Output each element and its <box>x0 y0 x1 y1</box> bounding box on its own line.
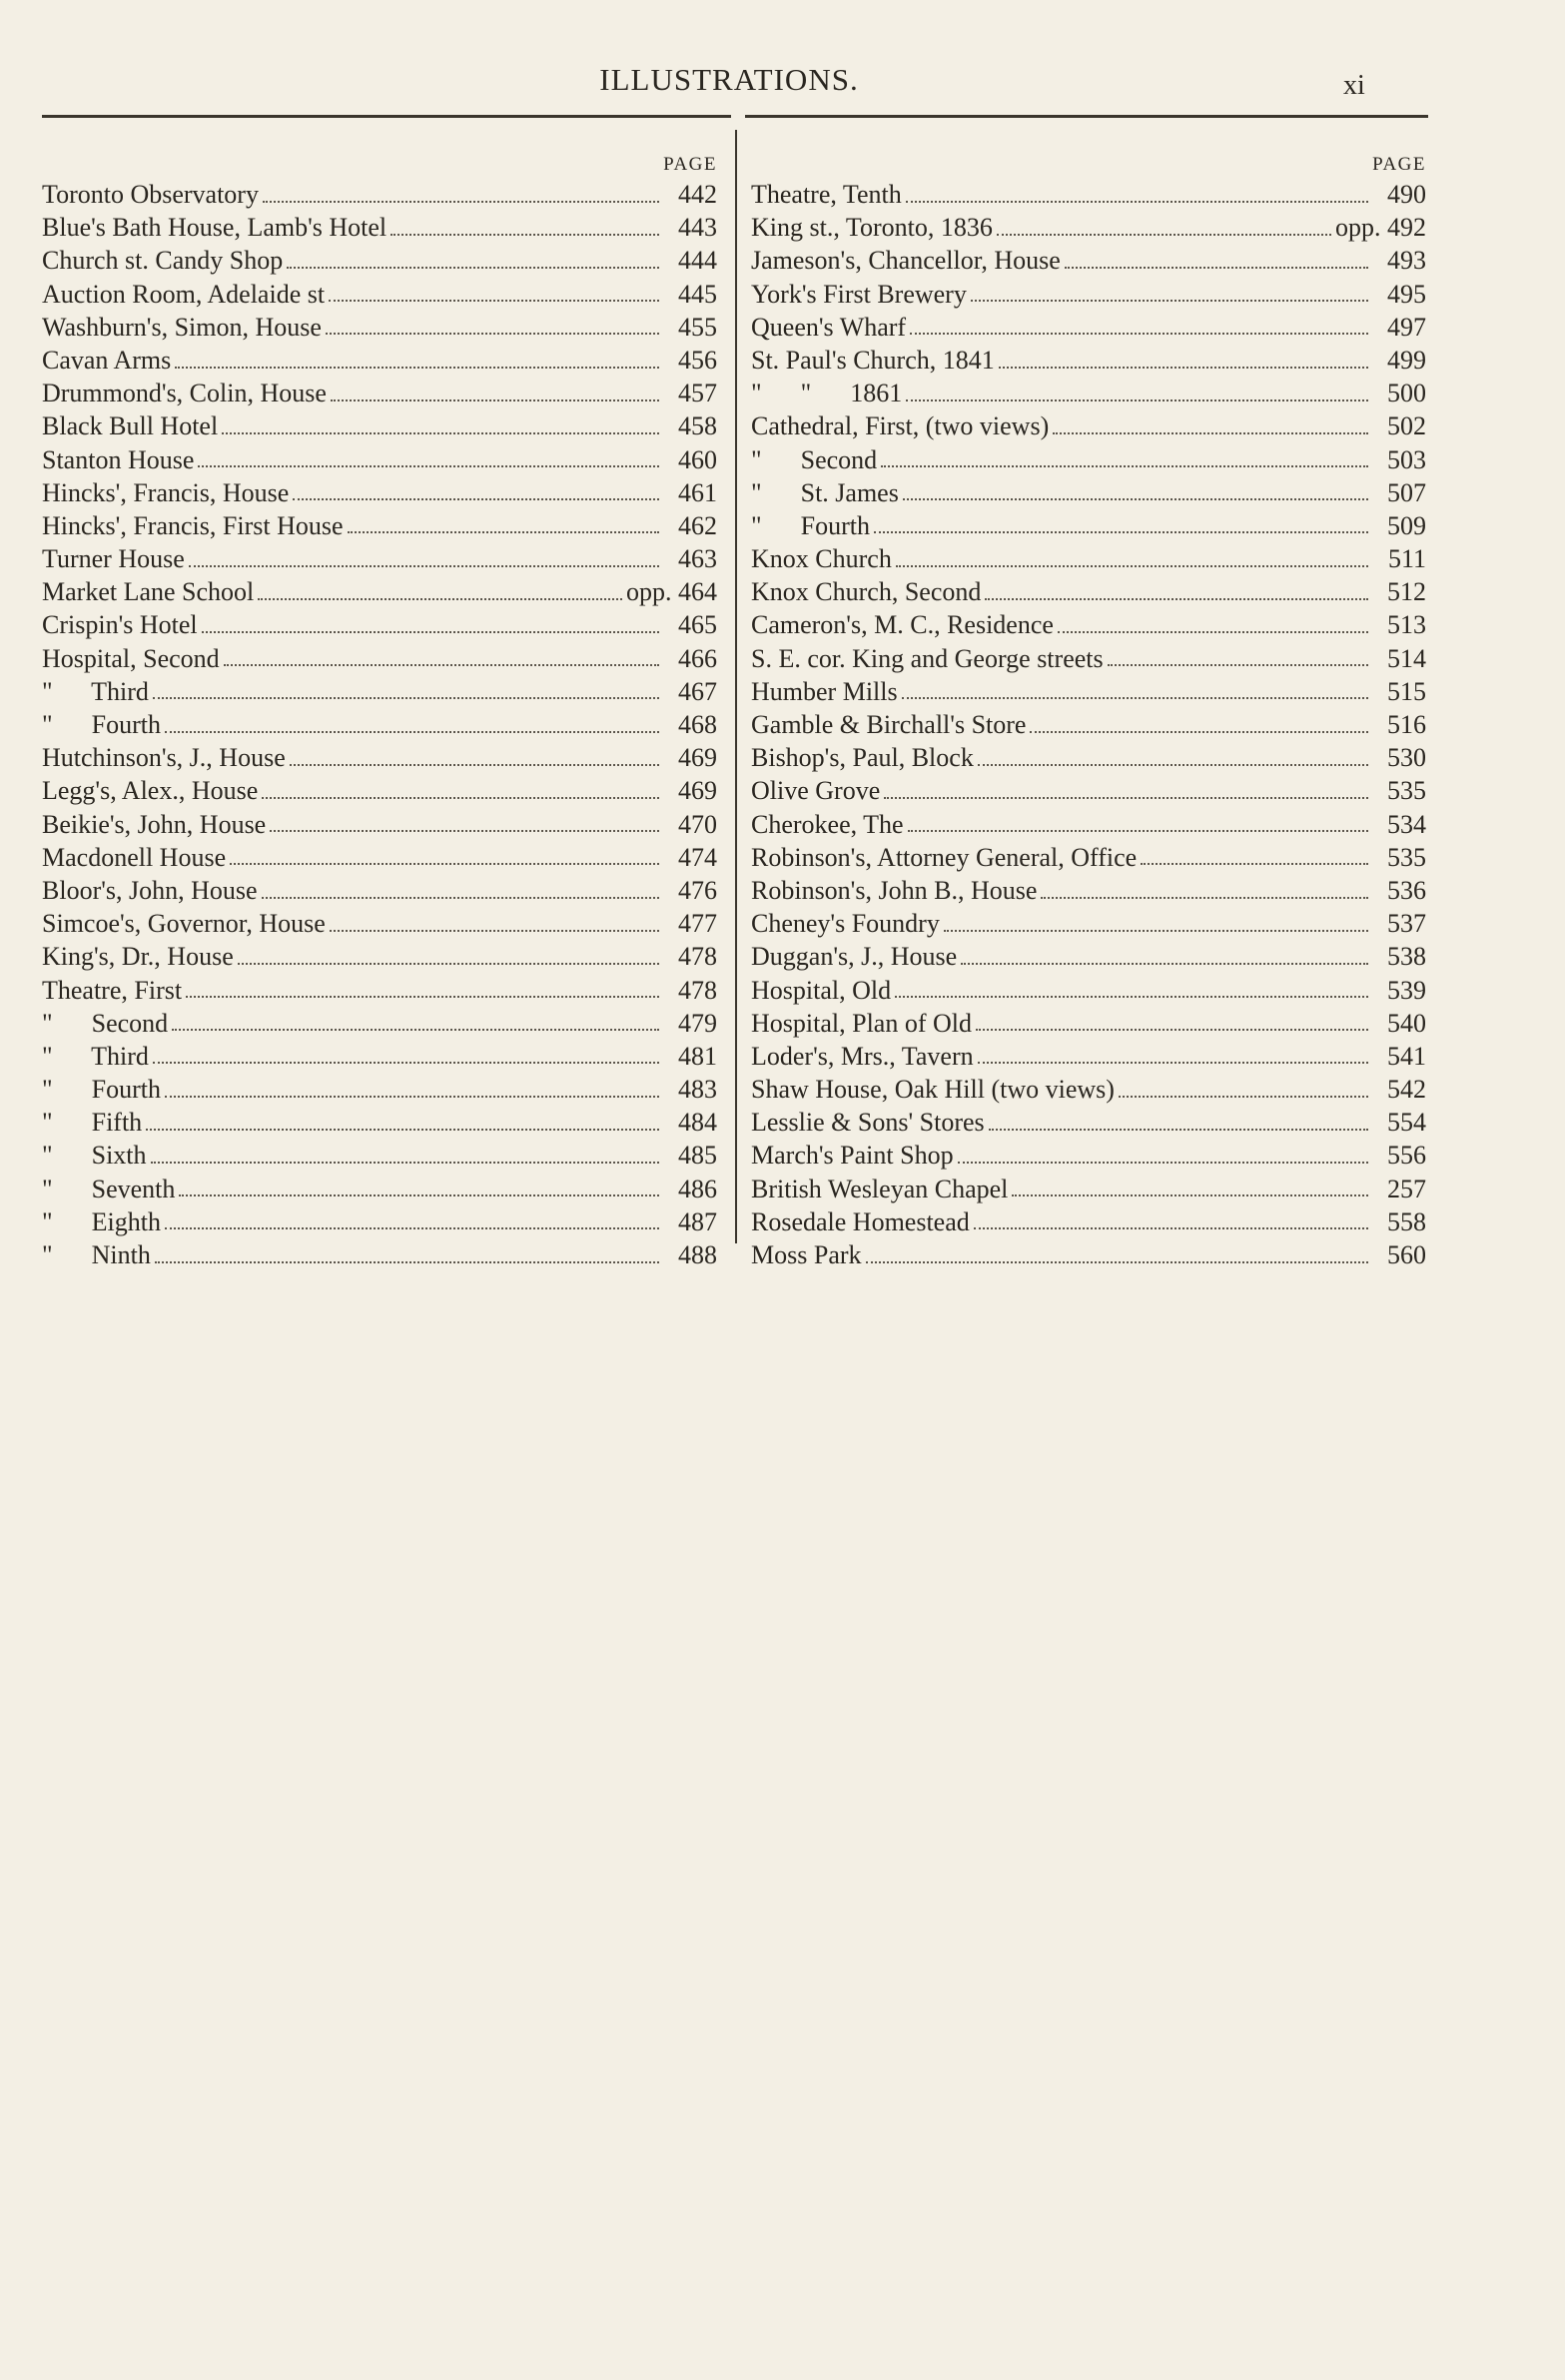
dot-leader <box>866 1261 1368 1263</box>
entry-title: Cherokee, The <box>751 809 904 839</box>
dot-leader <box>961 963 1368 965</box>
entry-page: 457 <box>678 379 717 408</box>
list-item <box>42 1173 717 1205</box>
header-rule-left <box>42 115 731 118</box>
dot-leader <box>290 764 659 766</box>
header-rule-right <box>745 115 1428 118</box>
list-item <box>751 841 1426 874</box>
column-divider <box>735 130 737 1243</box>
list-item <box>42 1139 717 1172</box>
entry-page: 488 <box>678 1240 717 1269</box>
dot-leader <box>165 1096 659 1098</box>
entry-page: 465 <box>678 610 717 640</box>
page-column-label: PAGE <box>663 154 717 175</box>
entry-title: Bishop's, Paul, Block <box>751 743 974 773</box>
entry-page: 507 <box>1387 477 1426 507</box>
dot-leader <box>202 631 659 633</box>
entry-page: 469 <box>678 776 717 806</box>
list-item <box>751 1139 1426 1172</box>
list-item <box>42 608 717 641</box>
dot-leader <box>976 1029 1368 1031</box>
entry-title: " Second <box>751 444 878 474</box>
dot-leader <box>999 367 1368 369</box>
dot-leader <box>896 565 1368 567</box>
right-column <box>751 152 1426 1271</box>
list-item <box>42 1106 717 1139</box>
entry-title: Macdonell House <box>42 842 227 872</box>
entry-page: 530 <box>1387 743 1426 773</box>
list-item <box>42 542 717 575</box>
entry-page: 502 <box>1387 411 1426 441</box>
list-item <box>42 311 717 344</box>
entry-page: 500 <box>1387 379 1426 408</box>
dot-leader <box>884 797 1368 799</box>
list-item <box>751 244 1426 277</box>
list-item <box>42 808 717 841</box>
list-item <box>751 344 1426 377</box>
dot-leader <box>391 234 659 236</box>
dot-leader <box>906 399 1368 401</box>
entry-page: 481 <box>678 1041 717 1071</box>
list-item <box>751 542 1426 575</box>
dot-leader <box>974 1227 1368 1229</box>
dot-leader <box>151 1162 659 1164</box>
entry-page: 478 <box>678 942 717 972</box>
entry-title: " Second <box>42 1008 169 1038</box>
dot-leader <box>329 300 659 302</box>
entry-title: Robinson's, Attorney General, Office <box>751 842 1138 872</box>
entry-title: " Seventh <box>42 1174 176 1203</box>
list-item <box>751 675 1426 708</box>
list-item <box>42 244 717 277</box>
entry-page: 535 <box>1387 776 1426 806</box>
entry-page: 461 <box>678 477 717 507</box>
entry-title: Hutchinson's, J., House <box>42 743 286 773</box>
entry-page: 535 <box>1387 842 1426 872</box>
dot-leader <box>330 930 659 932</box>
list-item <box>42 1238 717 1271</box>
entry-title: Cavan Arms <box>42 345 172 375</box>
list-item <box>42 211 717 244</box>
list-item <box>42 575 717 608</box>
dot-leader <box>1119 1096 1368 1098</box>
list-item <box>751 974 1426 1007</box>
entry-page: 556 <box>1387 1141 1426 1171</box>
dot-leader <box>978 764 1368 766</box>
dot-leader <box>165 731 659 733</box>
entry-title: " Fourth <box>42 710 161 739</box>
dot-leader <box>1053 432 1368 434</box>
list-item <box>751 409 1426 442</box>
list-item <box>751 940 1426 973</box>
list-item <box>751 642 1426 675</box>
list-item <box>751 1106 1426 1139</box>
entry-title: Cathedral, First, (two views) <box>751 411 1050 441</box>
entry-title: Turner House <box>42 544 185 574</box>
list-item <box>42 509 717 542</box>
dot-leader <box>146 1129 659 1131</box>
entry-page: 516 <box>1387 710 1426 739</box>
list-item <box>751 708 1426 741</box>
dot-leader <box>906 201 1368 203</box>
list-item <box>751 907 1426 940</box>
dot-leader <box>985 598 1368 600</box>
page-number: xi <box>1343 70 1365 101</box>
dot-leader <box>179 1194 659 1196</box>
dot-leader <box>262 897 659 899</box>
entry-title: Hospital, Old <box>751 975 892 1005</box>
list-item <box>751 1073 1426 1106</box>
list-item <box>751 476 1426 509</box>
dot-leader <box>165 1227 659 1229</box>
dot-leader <box>293 498 659 500</box>
list-item <box>42 409 717 442</box>
entry-page: 476 <box>678 875 717 905</box>
illustration-list <box>42 178 717 1271</box>
entry-page: 503 <box>1387 444 1426 474</box>
list-item <box>42 443 717 476</box>
entry-title: Simcoe's, Governor, House <box>42 909 326 939</box>
entry-title: Gamble & Birchall's Store <box>751 710 1027 739</box>
dot-leader <box>971 300 1368 302</box>
entry-title: Toronto Observatory <box>42 180 259 209</box>
entry-page: 486 <box>678 1174 717 1203</box>
entry-title: " Sixth <box>42 1141 147 1171</box>
entry-page: 442 <box>678 180 717 209</box>
entry-title: Loder's, Mrs., Tavern <box>751 1041 974 1071</box>
dot-leader <box>874 531 1368 533</box>
entry-page: 477 <box>678 909 717 939</box>
entry-page: 455 <box>678 312 717 342</box>
dot-leader <box>944 930 1368 932</box>
entry-title: Blue's Bath House, Lamb's Hotel <box>42 213 388 243</box>
entry-title: York's First Brewery <box>751 279 967 309</box>
entry-title: Duggan's, J., House <box>751 942 958 972</box>
entry-title: Knox Church, Second <box>751 577 982 607</box>
entry-page: 485 <box>678 1141 717 1171</box>
entry-title: Lesslie & Sons' Stores <box>751 1108 985 1138</box>
dot-leader <box>1141 863 1368 865</box>
entry-title: " St. James <box>751 477 899 507</box>
entry-page: 445 <box>678 279 717 309</box>
list-item <box>751 1238 1426 1271</box>
entry-page: opp. 492 <box>1335 213 1426 243</box>
dot-leader <box>262 797 659 799</box>
list-item <box>42 774 717 807</box>
entry-title: Cameron's, M. C., Residence <box>751 610 1054 640</box>
entry-page: 443 <box>678 213 717 243</box>
entry-title: Queen's Wharf <box>751 312 907 342</box>
entry-page: 513 <box>1387 610 1426 640</box>
entry-title: " " 1861 <box>751 379 903 408</box>
entry-page: 539 <box>1387 975 1426 1005</box>
list-item <box>751 741 1426 774</box>
dot-leader <box>326 333 659 335</box>
dot-leader <box>1012 1194 1368 1196</box>
entry-title: British Wesleyan Chapel <box>751 1174 1009 1203</box>
dot-leader <box>224 664 659 666</box>
entry-title: " Eighth <box>42 1206 161 1236</box>
entry-page: 484 <box>678 1108 717 1138</box>
entry-page: 540 <box>1387 1008 1426 1038</box>
entry-page: 534 <box>1387 809 1426 839</box>
list-item <box>42 278 717 311</box>
list-item <box>42 344 717 377</box>
entry-title: Beikie's, John, House <box>42 809 267 839</box>
entry-page: 466 <box>678 643 717 673</box>
page-title: ILLUSTRATIONS. <box>599 62 859 97</box>
entry-title: King st., Toronto, 1836 <box>751 213 993 243</box>
dot-leader <box>186 996 659 998</box>
dot-leader <box>978 1062 1368 1064</box>
dot-leader <box>175 367 659 369</box>
entry-page: 463 <box>678 544 717 574</box>
entry-title: Hospital, Second <box>42 643 220 673</box>
list-item <box>751 443 1426 476</box>
list-item <box>751 278 1426 311</box>
entry-page: 536 <box>1387 875 1426 905</box>
entry-title: " Ninth <box>42 1240 151 1269</box>
dot-leader <box>331 399 659 401</box>
entry-title: Cheney's Foundry <box>751 909 940 939</box>
list-item <box>751 1205 1426 1238</box>
dot-leader <box>997 234 1331 236</box>
entry-title: Olive Grove <box>751 776 881 806</box>
entry-title: Hincks', Francis, First House <box>42 510 344 540</box>
entry-title: Hincks', Francis, House <box>42 477 290 507</box>
dot-leader <box>908 830 1368 832</box>
entry-title: March's Paint Shop <box>751 1141 954 1171</box>
entry-title: " Fourth <box>42 1075 161 1105</box>
dot-leader <box>270 830 659 832</box>
entry-page: 456 <box>678 345 717 375</box>
entry-page: 460 <box>678 444 717 474</box>
entry-title: Rosedale Homestead <box>751 1206 970 1236</box>
dot-leader <box>989 1129 1368 1131</box>
dot-leader <box>153 1062 659 1064</box>
entry-title: Humber Mills <box>751 676 898 706</box>
entry-page: 469 <box>678 743 717 773</box>
page-column-label: PAGE <box>1372 154 1426 175</box>
entry-page: opp. 464 <box>626 577 717 607</box>
entry-page: 495 <box>1387 279 1426 309</box>
entry-page: 493 <box>1387 246 1426 276</box>
entry-title: Knox Church <box>751 544 892 574</box>
entry-title: King's, Dr., House <box>42 942 234 972</box>
entry-title: " Third <box>42 676 149 706</box>
dot-leader <box>230 863 659 865</box>
entry-title: Shaw House, Oak Hill (two views) <box>751 1075 1115 1105</box>
dot-leader <box>1058 631 1368 633</box>
entry-page: 490 <box>1387 180 1426 209</box>
dot-leader <box>895 996 1368 998</box>
entry-page: 444 <box>678 246 717 276</box>
list-item <box>42 940 717 973</box>
dot-leader <box>222 432 659 434</box>
list-item <box>42 874 717 907</box>
entry-page: 538 <box>1387 942 1426 972</box>
entry-title: Crispin's Hotel <box>42 610 198 640</box>
entry-title: " Fifth <box>42 1108 143 1138</box>
entry-page: 462 <box>678 510 717 540</box>
entry-page: 512 <box>1387 577 1426 607</box>
entry-title: " Third <box>42 1041 149 1071</box>
dot-leader <box>189 565 659 567</box>
dot-leader <box>238 963 659 965</box>
list-item <box>42 476 717 509</box>
illustration-list <box>751 178 1426 1271</box>
dot-leader <box>903 498 1368 500</box>
entry-title: Theatre, Tenth <box>751 180 902 209</box>
list-item <box>42 907 717 940</box>
entry-page: 542 <box>1387 1075 1426 1105</box>
list-item <box>751 608 1426 641</box>
entry-page: 458 <box>678 411 717 441</box>
list-item <box>751 211 1426 244</box>
list-item <box>751 509 1426 542</box>
entry-page: 483 <box>678 1075 717 1105</box>
dot-leader <box>258 598 622 600</box>
list-item <box>42 1007 717 1040</box>
entry-page: 478 <box>678 975 717 1005</box>
list-item <box>42 642 717 675</box>
entry-page: 560 <box>1387 1240 1426 1269</box>
list-item <box>42 1040 717 1073</box>
list-item <box>751 1007 1426 1040</box>
entry-title: Theatre, First <box>42 975 183 1005</box>
entry-page: 511 <box>1387 544 1426 574</box>
dot-leader <box>1041 897 1368 899</box>
entry-page: 467 <box>678 676 717 706</box>
entry-page: 487 <box>678 1206 717 1236</box>
entry-title: Robinson's, John B., House <box>751 875 1038 905</box>
entry-title: Auction Room, Adelaide st <box>42 279 326 309</box>
entry-title: Moss Park <box>751 1240 862 1269</box>
entry-page: 558 <box>1387 1206 1426 1236</box>
entry-title: Legg's, Alex., House <box>42 776 259 806</box>
entry-title: Drummond's, Colin, House <box>42 379 327 408</box>
list-item <box>42 741 717 774</box>
list-item <box>42 377 717 409</box>
dot-leader <box>910 333 1368 335</box>
dot-leader <box>1108 664 1368 666</box>
entry-title: S. E. cor. King and George streets <box>751 643 1104 673</box>
dot-leader <box>1065 267 1368 269</box>
list-item <box>42 675 717 708</box>
list-item <box>751 808 1426 841</box>
entry-page: 537 <box>1387 909 1426 939</box>
list-item <box>751 1173 1426 1205</box>
dot-leader <box>881 465 1368 467</box>
entry-title: St. Paul's Church, 1841 <box>751 345 995 375</box>
dot-leader <box>902 697 1368 699</box>
list-item <box>751 311 1426 344</box>
dot-leader <box>958 1162 1368 1164</box>
list-item <box>751 774 1426 807</box>
entry-page: 470 <box>678 809 717 839</box>
entry-title: Black Bull Hotel <box>42 411 219 441</box>
list-item <box>42 841 717 874</box>
entry-page: 499 <box>1387 345 1426 375</box>
entry-page: 515 <box>1387 676 1426 706</box>
entry-title: Jameson's, Chancellor, House <box>751 246 1061 276</box>
entry-title: Church st. Candy Shop <box>42 246 284 276</box>
entry-title: " Fourth <box>751 510 870 540</box>
entry-page: 497 <box>1387 312 1426 342</box>
entry-title: Market Lane School <box>42 577 255 607</box>
dot-leader <box>198 465 659 467</box>
list-item <box>42 1205 717 1238</box>
dot-leader <box>287 267 659 269</box>
entry-title: Bloor's, John, House <box>42 875 258 905</box>
entry-page: 474 <box>678 842 717 872</box>
list-item <box>751 575 1426 608</box>
entry-page: 468 <box>678 710 717 739</box>
list-item <box>751 178 1426 211</box>
entry-page: 479 <box>678 1008 717 1038</box>
list-item <box>751 1040 1426 1073</box>
list-item <box>42 178 717 211</box>
list-item <box>42 1073 717 1106</box>
entry-title: Stanton House <box>42 444 195 474</box>
dot-leader <box>1030 731 1368 733</box>
dot-leader <box>172 1029 659 1031</box>
entry-page: 554 <box>1387 1108 1426 1138</box>
entry-page: 257 <box>1387 1174 1426 1203</box>
list-item <box>751 377 1426 409</box>
entry-title: Washburn's, Simon, House <box>42 312 322 342</box>
dot-leader <box>153 697 659 699</box>
dot-leader <box>155 1261 659 1263</box>
entry-title: Hospital, Plan of Old <box>751 1008 972 1038</box>
dot-leader <box>263 201 659 203</box>
list-item <box>42 974 717 1007</box>
left-column <box>42 152 717 1271</box>
list-item <box>751 874 1426 907</box>
dot-leader <box>348 531 659 533</box>
entry-page: 509 <box>1387 510 1426 540</box>
list-item <box>42 708 717 741</box>
entry-page: 514 <box>1387 643 1426 673</box>
entry-page: 541 <box>1387 1041 1426 1071</box>
